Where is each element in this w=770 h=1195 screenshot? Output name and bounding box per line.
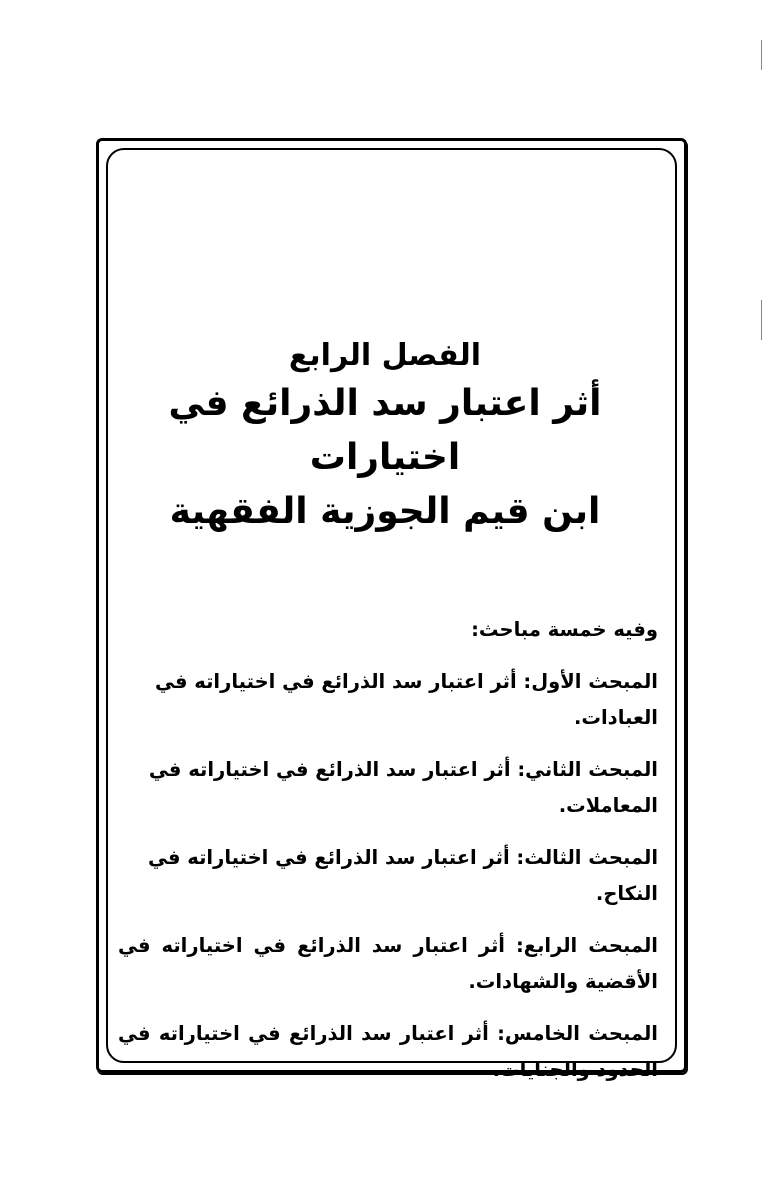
chapter-label: الفصل الرابع: [288, 338, 482, 373]
chapter-title-line-1: أثر اعتبار سد الذرائع في اختيارات: [168, 383, 602, 478]
chapter-heading: [100, 335, 670, 539]
section-item-4: المبحث الرابع: أثر اعتبار سد الذرائع في اختياراته في الأقضية والشهادات.: [118, 934, 658, 993]
scan-edge-mark: [761, 40, 762, 70]
chapter-title-line-2: ابن قيم الجوزية الفقهية: [169, 491, 601, 532]
section-item-3: المبحث الثالث: أثر اعتبار سد الذرائع في اختياراته في النكاح.: [148, 846, 658, 905]
section-item-2: المبحث الثاني: أثر اعتبار سد الذرائع في اختياراته في المعاملات.: [148, 758, 658, 817]
section-item-1: المبحث الأول: أثر اعتبار سد الذرائع في اختياراته في العبادات.: [155, 670, 658, 729]
section-item-5: المبحث الخامس: أثر اعتبار سد الذرائع في اختياراته في الحدود والجنايات.: [118, 1022, 658, 1081]
scan-edge-mark: [761, 300, 762, 340]
chapter-contents: [118, 612, 658, 1104]
contents-intro: وفيه خمسة مباحث:: [471, 618, 658, 641]
